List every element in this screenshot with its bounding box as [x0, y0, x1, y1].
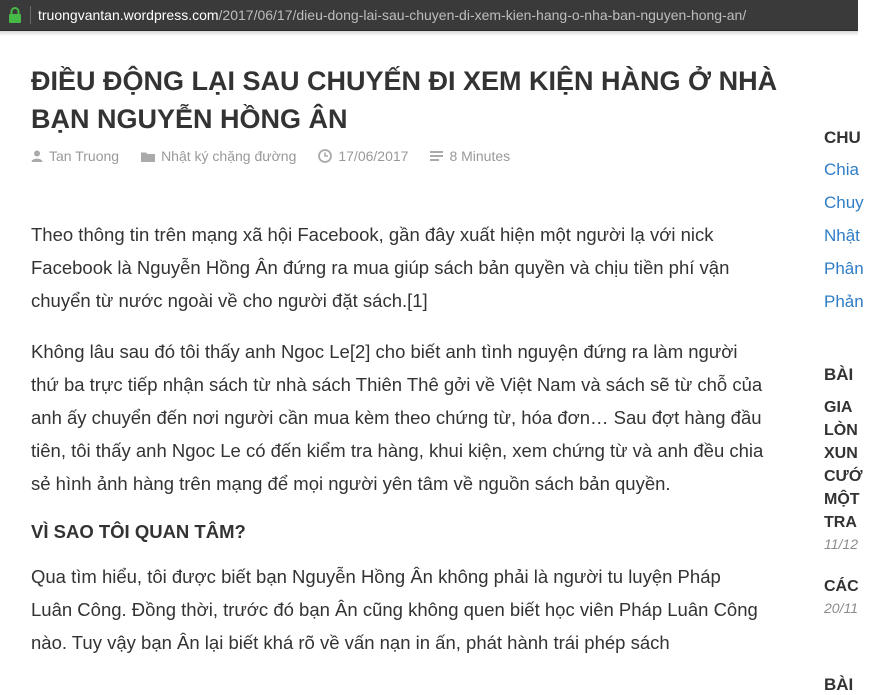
sidebar-heading: BÀI: [824, 675, 854, 694]
recent-post-title-line[interactable]: LÒN: [824, 422, 858, 439]
recent-post-title-line[interactable]: CÁC: [824, 578, 859, 595]
sidebar-category-link[interactable]: Chia: [824, 160, 859, 179]
paragraph: Theo thông tin trên mạng xã hội Facebook, gần đây xuất hiện một người lạ với nick Facebook là Nguyễn Hồng Ân đứng ra mua giúp sách bản quyền và chịu tiền phí vận chuyển từ nước ngoài về cho người đặt sách.[1]: [31, 224, 730, 311]
url-path: /2017/06/17/dieu-dong-lai-sau-chuyen-di-xem-kien-hang-o-nha-ban-nguyen-hong-an/: [218, 7, 747, 23]
toolbar-shadow: [0, 31, 858, 36]
folder-icon: [141, 151, 155, 162]
sidebar-heading-recent: BÀI: [824, 365, 854, 384]
url-text[interactable]: [38, 7, 746, 23]
recent-post-title-line[interactable]: CƯỚ: [824, 468, 863, 485]
paragraph: Không lâu sau đó tôi thấy anh Ngoc Le[2] cho biết anh tình nguyện đứng ra làm người thứ ba trực tiếp nhận sách từ nhà sách Thiên Thê gởi về Việt Nam và sách sẽ từ chỗ của anh ấy chuyển đến nơi người cần mua kèm theo chứng từ, hóa đơn… Sau đợt hàng đầu tiên, tôi thấy anh Ngoc Le có đến kiểm tra hàng, khui kiện, xem chứng từ và anh đều chia sẻ hình ảnh hàng trên mạng để mọi người yên tâm về nguồn sách bản quyền.: [31, 341, 764, 494]
recent-post-title-line[interactable]: TRA: [824, 514, 857, 531]
sidebar-category-link[interactable]: Nhật: [824, 226, 860, 245]
sidebar-category-link[interactable]: Phản: [824, 292, 864, 311]
meta-reading-time: [430, 148, 510, 164]
meta-date[interactable]: [318, 148, 408, 164]
recent-post-date: 11/12: [824, 536, 858, 552]
post-meta: [31, 147, 532, 165]
section-heading: VÌ SAO TÔI QUAN TÂM?: [31, 521, 246, 542]
paragraph: Qua tìm hiểu, tôi được biết bạn Nguyễn Hồng Ân không phải là người tu luyện Pháp Luân Công. Đồng thời, trước đó bạn Ân cũng không quen biết học viên Pháp Luân Công nào. Tuy vậy bạn Ân lại biết khá rõ về vấn nạn in ấn, phát hành trái phép sách: [31, 566, 758, 653]
post-title: ĐIỀU ĐỘNG LẠI SAU CHUYẾN ĐI XEM KIỆN HÀNG Ở NHÀ BẠN NGUYỄN HỒNG ÂN: [31, 66, 778, 134]
recent-post-title-line[interactable]: XUN: [824, 445, 858, 462]
sidebar-category-link[interactable]: Chuy: [824, 193, 864, 212]
lock-icon: [8, 7, 22, 23]
reading-time: 8 Minutes: [449, 148, 511, 164]
recent-post-title-line[interactable]: MỘT: [824, 491, 860, 508]
sidebar-heading-categories: CHU: [824, 128, 861, 147]
user-icon: [31, 150, 43, 162]
category-name[interactable]: Nhật ký chặng đường: [161, 148, 297, 164]
meta-author[interactable]: [31, 148, 119, 164]
address-divider: [30, 6, 31, 24]
text-lines-icon: [430, 150, 443, 162]
author-name[interactable]: Tan Truong: [49, 148, 120, 164]
url-domain: truongvantan.wordpress.com: [38, 7, 219, 23]
recent-post-date: 20/11: [824, 600, 858, 616]
meta-category[interactable]: [141, 148, 296, 164]
post-content: [31, 218, 766, 677]
post-date[interactable]: 17/06/2017: [338, 148, 409, 164]
recent-post-title-line[interactable]: GIA: [824, 399, 853, 416]
address-bar[interactable]: [0, 0, 858, 31]
sidebar-category-link[interactable]: Phân: [824, 259, 864, 278]
clock-icon: [318, 149, 332, 163]
